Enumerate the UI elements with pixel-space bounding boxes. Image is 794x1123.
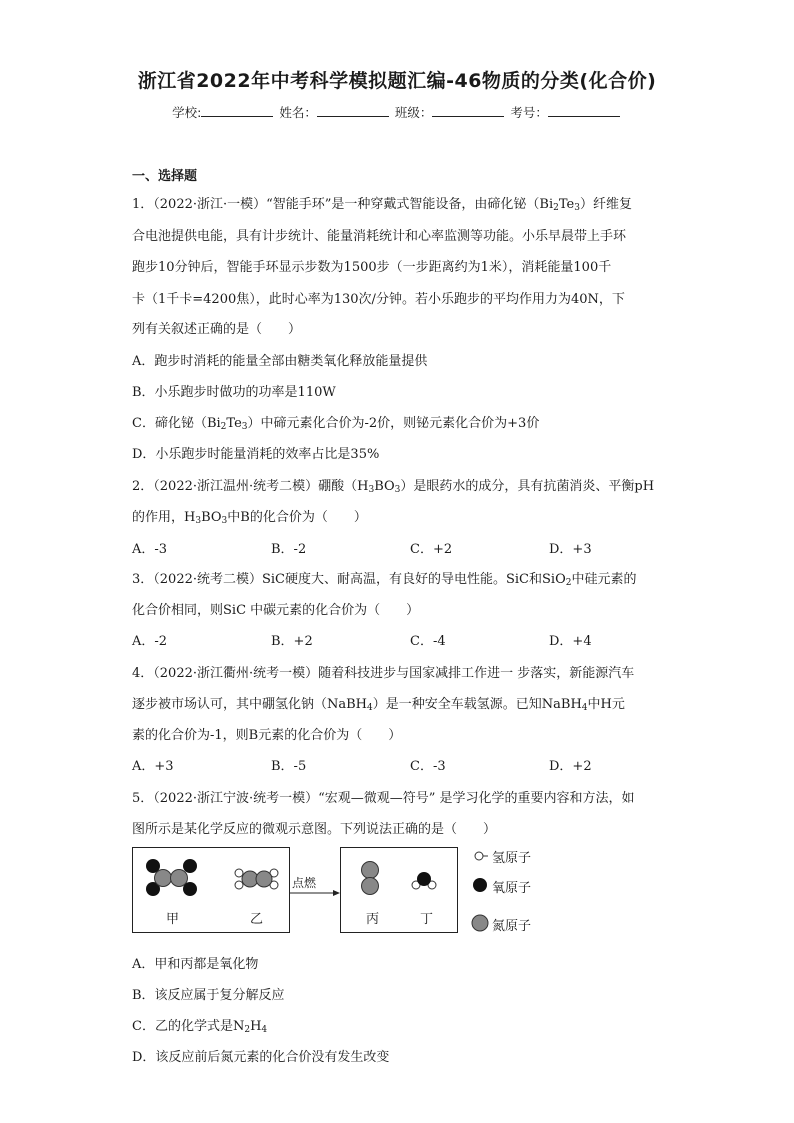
legend-nitrogen-symbol bbox=[472, 915, 488, 931]
q1-option-a[interactable]: A．跑步时消耗的能量全部由糖类氧化释放能量提供 bbox=[132, 354, 428, 369]
legend-oxygen-symbol bbox=[473, 878, 487, 892]
q2-text-2c: 中B的化合价为（ ） bbox=[227, 510, 367, 525]
legend-hydrogen-label: 氢原子 bbox=[492, 851, 532, 866]
label-yi: 乙 bbox=[250, 912, 264, 927]
arrow-head bbox=[333, 890, 340, 896]
q1-line-5: 列有关叙述正确的是（ ） bbox=[132, 322, 302, 337]
q4-option-b[interactable]: B．-5 bbox=[271, 759, 307, 774]
sub: 3 bbox=[574, 203, 580, 213]
q1-text-1b: Te bbox=[558, 197, 575, 212]
q5-c-text-a: C．乙的化学式是N bbox=[132, 1019, 245, 1034]
q1-line-4: 卡（1千卡=4200焦），此时心率为130次/分钟。若小乐跑步的平均作用力为40N，下 bbox=[132, 292, 625, 307]
q5-option-b[interactable]: B．该反应属于复分解反应 bbox=[132, 988, 285, 1003]
molecule-jia bbox=[146, 859, 197, 896]
q4-option-a[interactable]: A．+3 bbox=[132, 759, 174, 774]
q3-option-a[interactable]: A．-2 bbox=[132, 634, 168, 649]
q2-line-2 bbox=[132, 506, 664, 525]
arrow-label: 点燃 bbox=[292, 876, 317, 890]
q2-option-c[interactable]: C．+2 bbox=[410, 542, 453, 557]
sub: 3 bbox=[221, 516, 228, 526]
section-title: 一、选择题 bbox=[132, 169, 198, 184]
class-label: 班级： bbox=[394, 105, 433, 120]
q2-text-1b: BO bbox=[374, 479, 395, 494]
q4-text-2c: 中H元 bbox=[587, 697, 625, 712]
molecule-ding bbox=[412, 872, 436, 889]
q2-text-1c: ）是眼药水的成分，具有抗菌消炎、平衡pH bbox=[400, 479, 655, 494]
q2-option-a[interactable]: A．-3 bbox=[132, 542, 168, 557]
q2-option-b[interactable]: B．-2 bbox=[271, 542, 307, 557]
sub: 3 bbox=[368, 485, 375, 495]
legend-hydrogen-symbol bbox=[475, 852, 483, 860]
label-ding: 丁 bbox=[420, 912, 434, 927]
q5-line-1: 5．（2022·浙江宁波·统考一模）“宏观—微观—符号” 是学习化学的重要内容和方法，如 bbox=[132, 791, 635, 806]
sub: 2 bbox=[565, 578, 572, 588]
q1-option-b[interactable]: B．小乐跑步时做功的功率是110W bbox=[132, 385, 336, 400]
q2-line-1 bbox=[132, 475, 664, 494]
q1-text-1a: 1．（2022·浙江·一模）“智能手环”是一种穿戴式智能设备，由碲化铋（Bi bbox=[132, 197, 554, 212]
q4-text-2b: ）是一种安全车载氢源。已知NaBH bbox=[372, 697, 582, 712]
q5-option-d[interactable]: D．该反应前后氮元素的化合价没有发生改变 bbox=[132, 1050, 390, 1065]
q5-c-text-b: H bbox=[250, 1019, 262, 1034]
sub: 4 bbox=[367, 703, 373, 713]
student-info-row bbox=[0, 103, 794, 121]
q2-text-1a: 2．（2022·浙江温州·统考二模）硼酸（H bbox=[132, 479, 369, 494]
q3-text-1a: 3．（2022·统考二模）SiC硬度大、耐高温，有良好的导电性能。SiC和SiO bbox=[132, 572, 566, 587]
molecule-bing bbox=[362, 862, 379, 895]
q2-text-2a: 的作用，H bbox=[132, 510, 196, 525]
sub: 4 bbox=[581, 703, 588, 713]
q3-option-b[interactable]: B．+2 bbox=[271, 634, 313, 649]
sub: 2 bbox=[220, 422, 227, 432]
q3-line-2: 化合价相同，则SiC 中碳元素的化合价为（ ） bbox=[132, 603, 420, 618]
number-field[interactable] bbox=[548, 104, 620, 117]
sub: 2 bbox=[553, 203, 559, 213]
q1-line-2: 合电池提供电能，具有计步统计、能量消耗统计和心率监测等功能。小乐早晨带上手环 bbox=[132, 229, 627, 244]
q1-c-text-b: Te bbox=[226, 416, 242, 431]
q4-line-1: 4．（2022·浙江衢州·统考一模）随着科技进步与国家减排工作进一 步落实，新能源汽车 bbox=[132, 666, 635, 681]
q2-text-2b: BO bbox=[201, 510, 222, 525]
q5-option-c[interactable] bbox=[132, 1015, 664, 1034]
q3-line-1 bbox=[132, 568, 664, 587]
label-bing: 丙 bbox=[366, 912, 380, 927]
legend-oxygen-label: 氧原子 bbox=[492, 881, 532, 896]
q2-option-d[interactable]: D．+3 bbox=[549, 542, 592, 557]
legend-nitrogen-label: 氮原子 bbox=[492, 919, 532, 934]
sub: 3 bbox=[394, 485, 401, 495]
sub: 3 bbox=[195, 516, 202, 526]
q3-option-c[interactable]: C．-4 bbox=[410, 634, 446, 649]
molecule-yi bbox=[235, 869, 278, 889]
q1-option-d[interactable]: D．小乐跑步时能量消耗的效率占比是35% bbox=[132, 447, 380, 462]
q1-c-text-a: C．碲化铋（Bi bbox=[132, 416, 221, 431]
school-label: 学校: bbox=[172, 105, 202, 120]
q1-line-1 bbox=[132, 193, 664, 212]
q1-text-1c: ）纤维复 bbox=[579, 197, 632, 212]
q1-option-c[interactable] bbox=[132, 412, 664, 431]
school-field[interactable] bbox=[201, 104, 273, 117]
q3-option-d[interactable]: D．+4 bbox=[549, 634, 592, 649]
q1-c-text-c: ）中碲元素化合价为-2价，则铋元素化合价为+3价 bbox=[247, 416, 540, 431]
name-label: 姓名： bbox=[279, 105, 317, 120]
q3-text-1b: 中硅元素的 bbox=[571, 572, 637, 587]
q4-text-2a: 逐步被市场认可，其中硼氢化钠（NaBH bbox=[132, 697, 368, 712]
q5-line-2: 图所示是某化学反应的微观示意图。下列说法正确的是（ ） bbox=[132, 822, 497, 837]
q5-option-a[interactable]: A．甲和丙都是氧化物 bbox=[132, 957, 259, 972]
name-field[interactable] bbox=[317, 104, 389, 117]
sub: 2 bbox=[244, 1025, 251, 1035]
q4-line-2 bbox=[132, 693, 664, 712]
sub: 3 bbox=[241, 422, 248, 432]
label-jia: 甲 bbox=[166, 912, 180, 927]
class-field[interactable] bbox=[432, 104, 504, 117]
q4-option-d[interactable]: D．+2 bbox=[549, 759, 592, 774]
page-title: 浙江省2022年中考科学模拟题汇编-46物质的分类(化合价) bbox=[137, 70, 657, 92]
q1-line-3: 跑步10分钟后，智能手环显示步数为1500步（一步距离约为1米），消耗能量100千 bbox=[132, 260, 612, 275]
reaction-diagram bbox=[132, 845, 572, 955]
sub: 4 bbox=[261, 1025, 268, 1035]
number-label: 考号： bbox=[510, 105, 548, 120]
q4-option-c[interactable]: C．-3 bbox=[410, 759, 446, 774]
q4-line-3: 素的化合价为-1，则B元素的化合价为（ ） bbox=[132, 728, 402, 743]
